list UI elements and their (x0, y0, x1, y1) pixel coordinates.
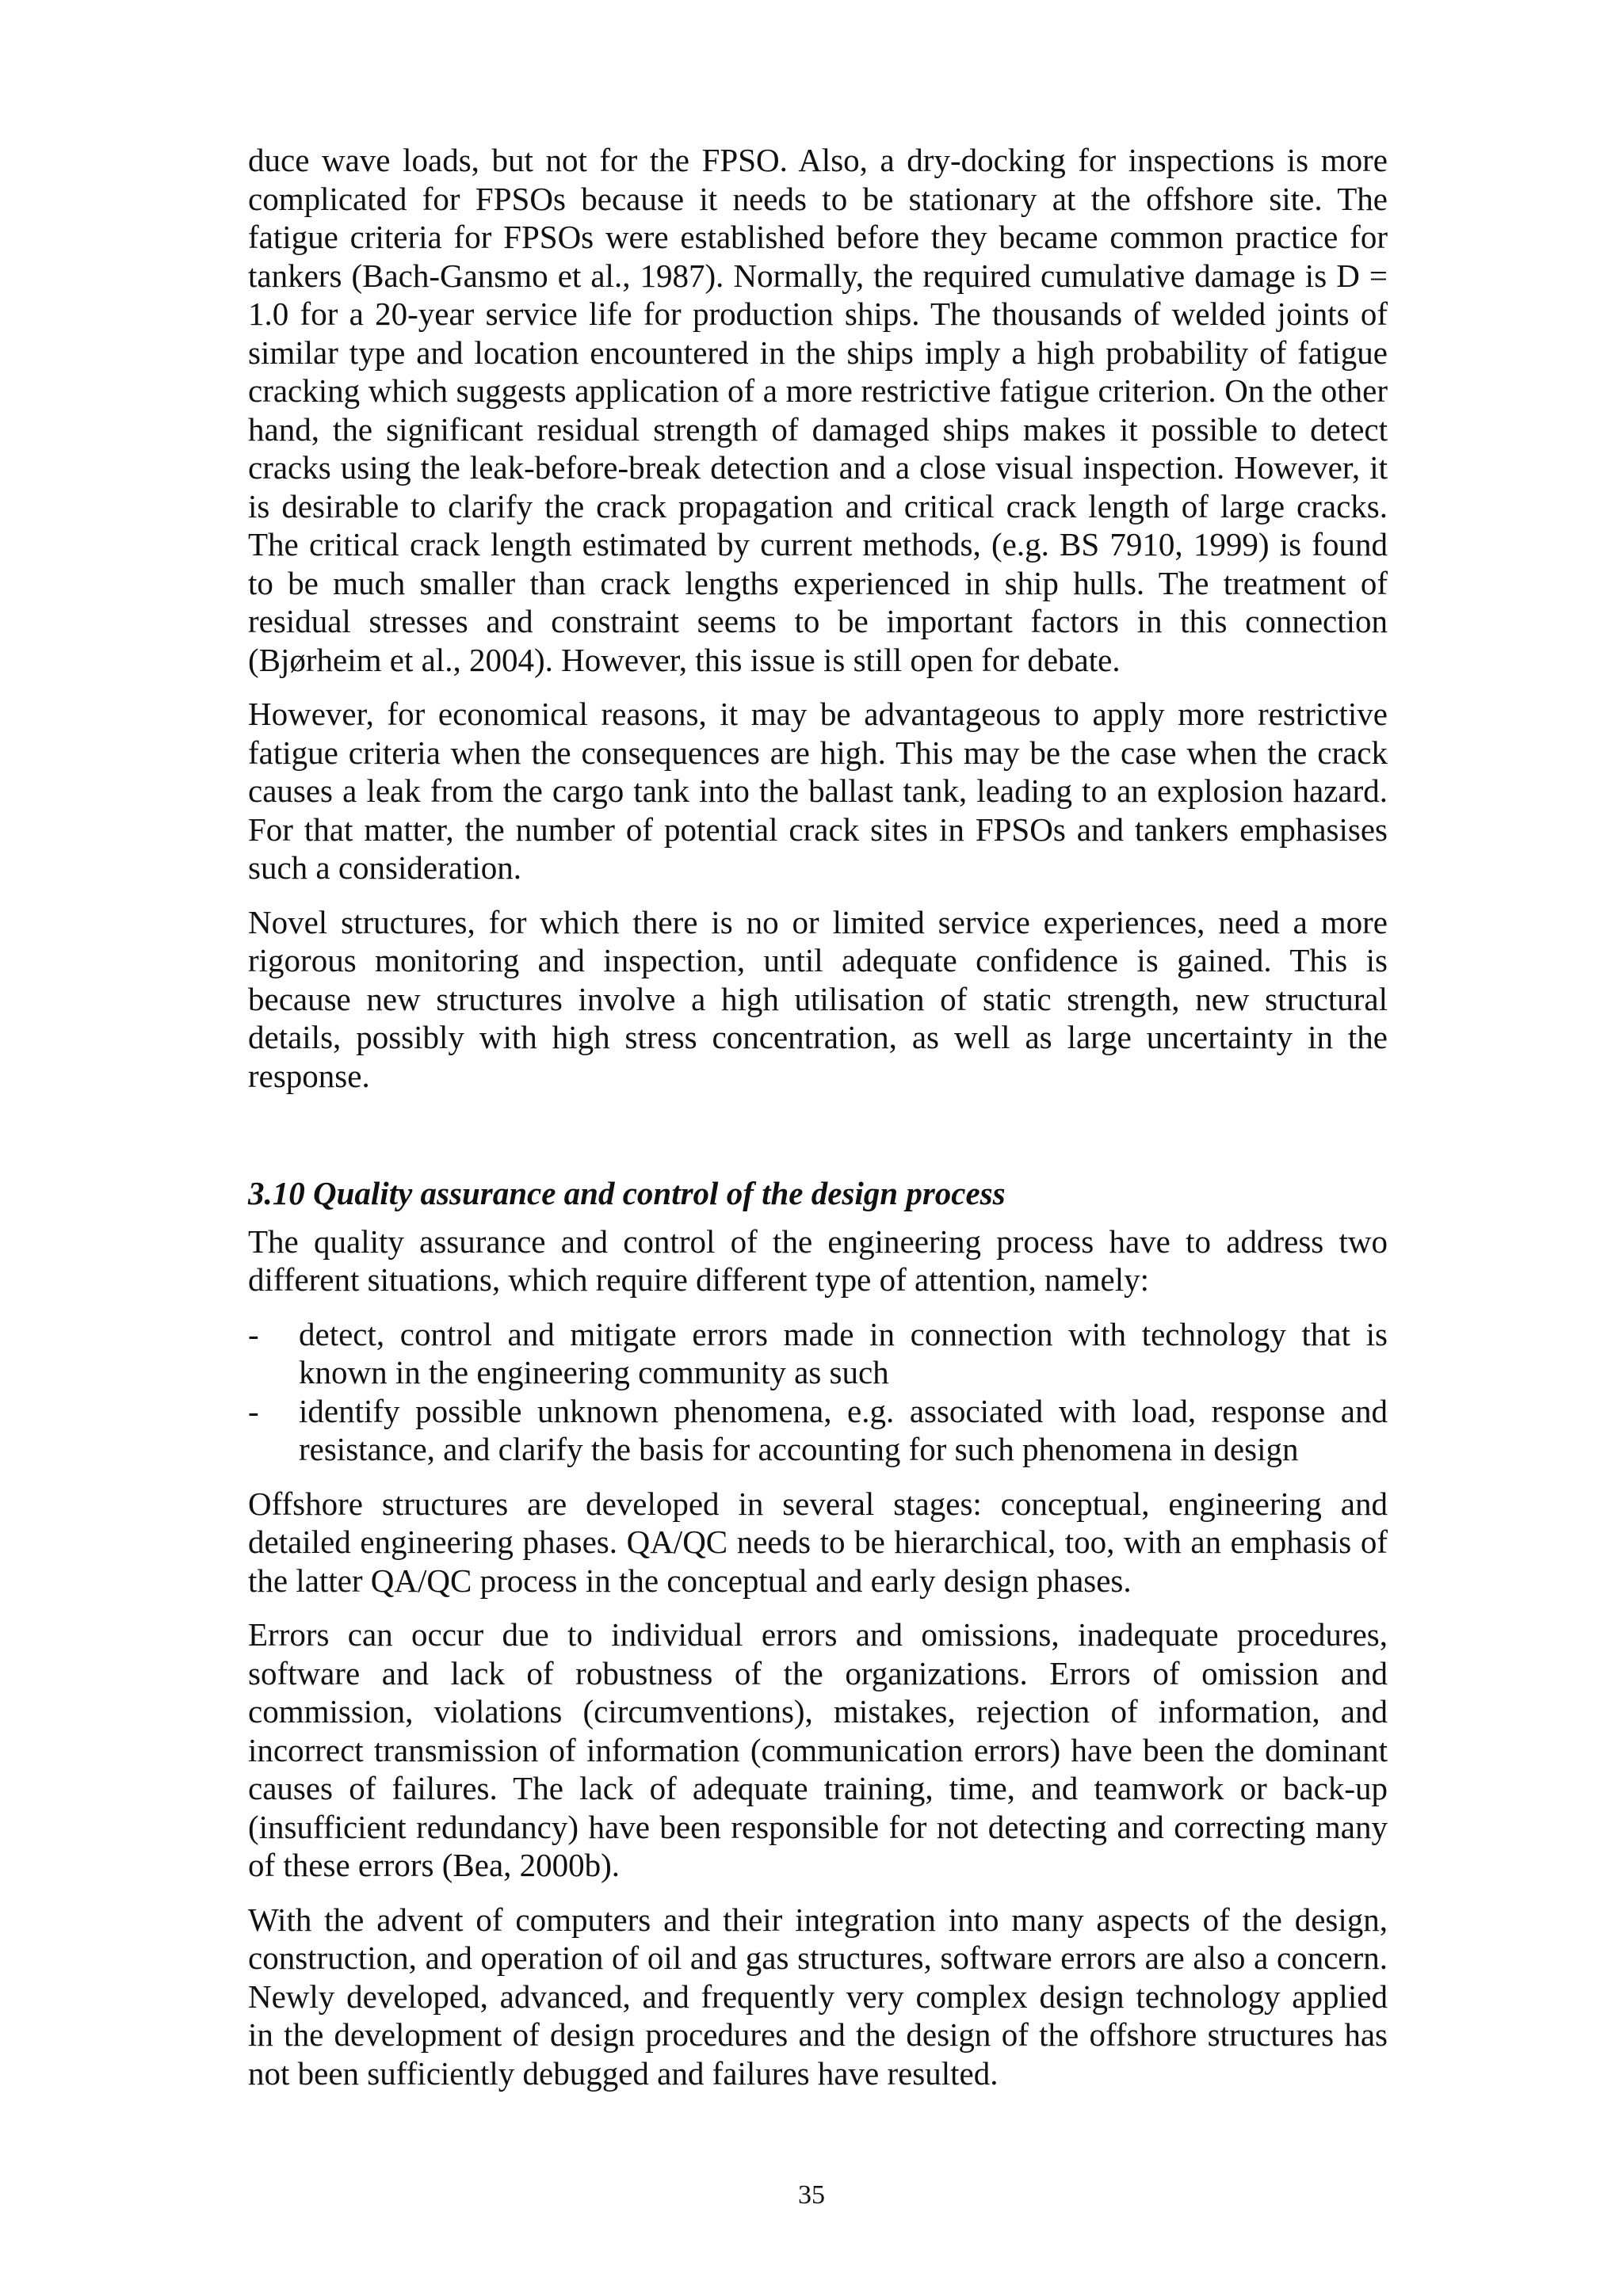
paragraph-fpso-fatigue: duce wave loads, but not for the FPSO. Also, a dry-docking for inspections is more complicated for FPSOs because it needs to be stationary at the offshore site. The fatigue criteria for FPSOs were established before they became common practice for tankers (Bach-Gansmo et al., 1987). Normally, the required cumulative damage is D = 1.0 for a 20-year service life for production ships. The thousands of welded joints of similar type and location encountered in the ships imply a high probability of fatigue cracking which suggests application of a more restrictive fatigue criterion. On the other hand, the significant residual strength of damaged ships makes it possible to detect cracks using the leak-before-break detection and a close visual inspection. However, it is desirable to clarify the crack propagation and critical crack length of large cracks. The critical crack length estimated by current methods, (e.g. BS 7910, 1999) is found to be much smaller than crack lengths experienced in ship hulls. The treatment of residual stresses and constraint seems to be important factors in this connection (Bjørheim et al., 2004). However, this issue is still open for debate. (248, 142, 1388, 678)
paragraph-software-errors: With the advent of computers and their integration into many aspects of the design, construction, and operation of oil and gas structures, software errors are also a concern. Newly developed, advanced, and frequently very complex design technology applied in the development of design procedures and the design of the offshore structures has not been sufficiently debugged and failures have resulted. (248, 1901, 1388, 2092)
paragraph-errors: Errors can occur due to individual errors and omissions, inadequate procedures, software and lack of robustness of the organizations. Errors of omission and commission, violations (circumventions), mistakes, rejection of information, and incorrect transmission of information (communication errors) have been the dominant causes of failures. The lack of adequate training, time, and teamwork or back-up (insufficient redundancy) have been responsible for not detecting and correcting many of these errors (Bea, 2000b). (248, 1616, 1388, 1883)
dash-marker: - (248, 1392, 259, 1429)
page-number: 35 (798, 2180, 825, 2210)
list-item (248, 1315, 1388, 1392)
list-item (248, 1392, 1388, 1469)
dash-marker: - (248, 1315, 259, 1352)
dash-list (248, 1315, 1388, 1469)
section-intro-paragraph: The quality assurance and control of the engineering process have to address two different situations, which require different type of attention, namely: (248, 1222, 1388, 1298)
paragraph-development-stages: Offshore structures are developed in several stages: conceptual, engineering and detailed engineering phases. QA/QC needs to be hierarchical, too, with an emphasis of the latter QA/QC process in the conceptual and early design phases. (248, 1485, 1388, 1599)
paragraph-novel-structures: Novel structures, for which there is no or limited service experiences, need a more rigorous monitoring and inspection, until adequate confidence is gained. This is because new structures involve a high utilisation of static strength, new structural details, possibly with high stress concentration, as well as large uncertainty in the response. (248, 903, 1388, 1094)
list-item-text: detect, control and mitigate errors made in connection with technology that is known in the engineering community as such (299, 1315, 1388, 1390)
list-item-text: identify possible unknown phenomena, e.g. associated with load, response and resistance, and clarify the basis for accounting for such phenomena in design (299, 1392, 1388, 1467)
document-page (248, 141, 1388, 2108)
paragraph-economical-reasons: However, for economical reasons, it may be advantageous to apply more restrictive fatigue criteria when the consequences are high. This may be the case when the crack causes a leak from the cargo tank into the ballast tank, leading to an explosion hazard. For that matter, the number of potential crack sites in FPSOs and tankers emphasises such a consideration. (248, 696, 1388, 886)
section-heading: 3.10 Quality assurance and control of the design process (248, 1175, 1006, 1211)
